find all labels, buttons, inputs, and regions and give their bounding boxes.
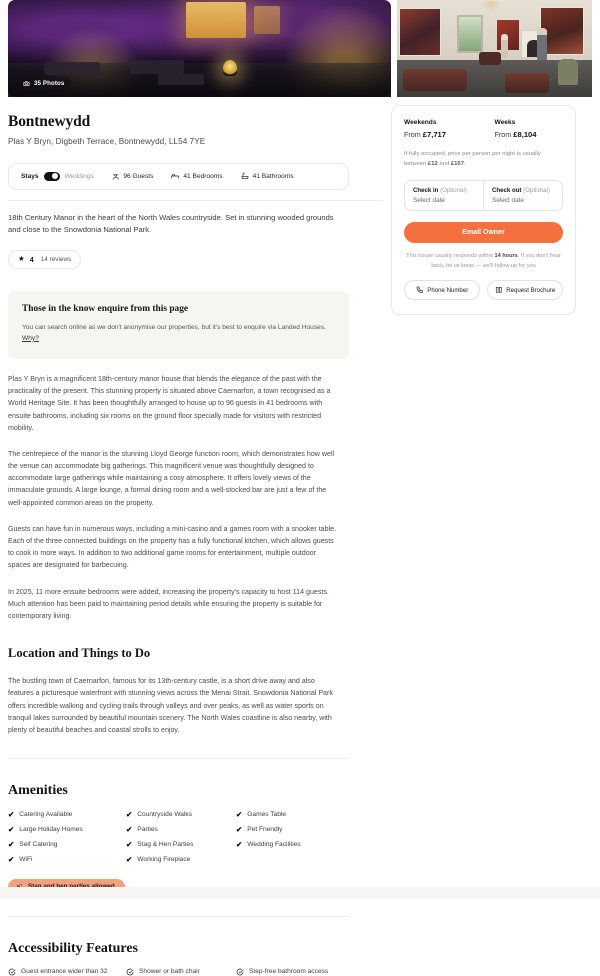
- toggle-switch-control[interactable]: [44, 172, 60, 181]
- checkin-field[interactable]: [405, 181, 483, 210]
- occupancy-conjunction: and: [437, 160, 451, 167]
- date-picker-row: [404, 180, 563, 211]
- weekends-prefix: From: [404, 130, 423, 139]
- notice-body-text: You can search online as we don't anonymise our properties, but it's best to enquire via Landed Houses.: [22, 323, 326, 331]
- accessibility-heading: Accessibility Features: [8, 940, 138, 956]
- garden-bench: [158, 74, 204, 85]
- price-summary: [404, 119, 563, 139]
- occupancy-high-price: £167: [450, 160, 464, 167]
- amenity-item: [126, 841, 236, 849]
- weekends-value: [404, 130, 473, 139]
- guests-icon: [112, 173, 120, 181]
- amenity-item: [236, 826, 346, 834]
- description-paragraph-1: Plas Y Bryn is a magnificent 18th-century manor house that blends the elegance of the past with the practicality of the present. This stunning property is situated above Caernarfon, a town recognised as a World Heritage Site. It has been thoughtfully arranged to house up to 96 guests in 41 bedrooms with ensuite bathrooms, including six rooms on the ground floor specially made for visitors with restricted mobility.: [8, 374, 331, 432]
- email-owner-button[interactable]: Email Owner: [404, 222, 563, 243]
- booking-sidebar: [391, 97, 584, 976]
- amenity-label: Catering Available: [19, 811, 73, 819]
- check-icon: ✔: [8, 840, 15, 850]
- rating-badge[interactable]: [8, 250, 81, 269]
- request-brochure-button[interactable]: [487, 280, 563, 300]
- stays-weddings-toggle[interactable]: [21, 172, 94, 181]
- armchair: [558, 59, 578, 85]
- leather-sofa: [505, 73, 549, 93]
- amenity-label: Large Holiday Homes: [19, 826, 83, 834]
- accessibility-label: Step-free bathroom access: [249, 968, 329, 976]
- respond-prefix: This house usually responds within: [406, 253, 495, 260]
- notice-body: [22, 322, 335, 344]
- photo-count-label: 35 Photos: [34, 80, 65, 87]
- fact-bedrooms: [171, 172, 222, 180]
- amenity-label: Parties: [137, 826, 158, 834]
- rating-review-count: 14 reviews: [40, 255, 72, 263]
- checkin-value: Select date: [413, 197, 445, 205]
- response-time-note: [404, 252, 563, 271]
- book-icon: [495, 286, 503, 294]
- photo-gallery: [0, 0, 600, 97]
- weeks-value: [495, 130, 564, 139]
- amenity-label: Self Catering: [19, 841, 58, 849]
- amenity-label: WiFi: [19, 856, 33, 864]
- check-icon: ✔: [126, 825, 133, 835]
- amenity-item: [8, 811, 126, 819]
- rating-value: 4: [29, 254, 34, 264]
- leather-sofa: [403, 69, 467, 91]
- amenity-item: [126, 811, 236, 819]
- weekends-label: Weekends: [404, 119, 437, 126]
- section-divider: [8, 916, 349, 917]
- fact-bedrooms-label: 41 Bedrooms: [183, 172, 223, 180]
- amenity-item: [126, 826, 236, 834]
- amenity-item: [8, 841, 126, 849]
- amenity-label: Wedding Facilities: [247, 841, 301, 849]
- occupancy-period: .: [463, 160, 466, 167]
- checkout-label: Check out: [492, 187, 522, 195]
- respond-duration: 14 hours: [494, 253, 518, 260]
- check-icon: ✔: [126, 840, 133, 850]
- phone-number-button[interactable]: [404, 280, 480, 300]
- occupancy-low-price: £12: [427, 160, 438, 167]
- phone-icon: [416, 286, 424, 294]
- amenities-grid: [8, 811, 349, 864]
- fact-bathrooms: [241, 172, 294, 180]
- check-icon: ✔: [126, 810, 133, 820]
- amenity-label: Stag & Hen Parties: [137, 841, 194, 849]
- accessibility-check-icon: [126, 968, 134, 976]
- amenity-item: [8, 856, 126, 864]
- star-icon: ★: [18, 254, 25, 264]
- accessibility-label: Shower or bath chair: [139, 968, 200, 976]
- garden-lamp: [223, 60, 237, 76]
- window-light-secondary: [254, 6, 280, 34]
- checkin-optional: (Optional): [438, 187, 467, 195]
- garden-bench: [44, 62, 100, 75]
- fact-guests: [112, 173, 154, 181]
- secondary-actions: [404, 280, 563, 300]
- checkout-value: Select date: [492, 197, 524, 205]
- hero-image-side[interactable]: [397, 0, 592, 97]
- bath-icon: [241, 172, 249, 180]
- amenity-label: Countryside Walks: [137, 811, 193, 819]
- window-light: [186, 2, 246, 38]
- weeks-price: £8,104: [513, 130, 537, 139]
- notice-why-link[interactable]: Why?: [22, 334, 39, 342]
- occupancy-note-text: If fully occupied, price per person per night is usually between: [404, 151, 541, 167]
- person-figure: [537, 28, 547, 60]
- checkout-optional: (Optional): [521, 187, 550, 195]
- page-title: Bontnewydd: [8, 113, 91, 130]
- garden-bench: [130, 60, 184, 74]
- check-icon: ✔: [236, 840, 243, 850]
- section-divider: [8, 758, 349, 759]
- main-content: [8, 97, 383, 976]
- amenity-item: [8, 826, 126, 834]
- amenity-label: Games Table: [247, 811, 287, 819]
- location-heading: Location and Things to Do: [8, 646, 151, 661]
- occupancy-note: [404, 150, 563, 169]
- property-address: Plas Y Bryn, Digbeth Terrace, Bontnewydd, LL54 7YE: [8, 137, 206, 146]
- checkin-label: Check in: [413, 187, 439, 195]
- background-band: [0, 887, 600, 899]
- enquiry-notice-box: [8, 291, 349, 359]
- hero-image-main[interactable]: [8, 0, 391, 97]
- location-body: The bustling town of Caernarfon, famous for its 13th-century castle, is a short drive away and also features a picturesque waterfront with stunning views across the Menai Strait. Snowdonia National Park offers incredible walking and cycling trails through valleys and over peaks, as well as water sports on tranquil lakes surrounded by beautiful mountain scenery. The North Wales coastline is also nearby, with plenty of beautiful beaches and coastal strolls to enjoy.: [8, 677, 333, 734]
- description-paragraph-2: The centrepiece of the manor is the stunning Lloyd George function room, which demonstrates how well the venue can accommodate big gatherings. This magnificent venue was thoughtfully designed to accommodate large gatherings while maintaining a cosy atmosphere. It offers lovely views of the immaculate grounds. A large lounge, a formal dining room and a well-stocked bar are just a few of the well-appointed common areas on the property.: [8, 449, 335, 507]
- photo-count-badge[interactable]: [18, 78, 71, 89]
- ottoman: [479, 52, 501, 65]
- check-icon: ✔: [8, 855, 15, 865]
- accessibility-label: Guest entrance wider than 32: [21, 968, 108, 976]
- check-icon: ✔: [236, 825, 243, 835]
- amenity-item: [126, 856, 236, 864]
- amenities-heading: Amenities: [8, 783, 68, 799]
- check-icon: ✔: [236, 810, 243, 820]
- amenity-item: [236, 841, 346, 849]
- booking-card: [391, 105, 576, 315]
- brochure-button-label: Request Brochure: [506, 286, 556, 294]
- weeks-prefix: From: [494, 130, 514, 139]
- accessibility-grid: [8, 968, 349, 976]
- checkout-caption: [492, 187, 554, 194]
- amenity-label: Working Fireplace: [137, 856, 191, 864]
- price-weekends: [404, 119, 473, 139]
- accessibility-item: [8, 968, 126, 976]
- chandelier: [481, 1, 501, 13]
- camera-icon: [23, 80, 30, 87]
- checkout-field[interactable]: [483, 181, 562, 210]
- phone-button-label: Phone Number: [427, 286, 469, 294]
- accessibility-check-icon: [8, 968, 16, 976]
- accessibility-item: [236, 968, 346, 976]
- weekends-price: £7,717: [422, 130, 446, 139]
- accessibility-item: [126, 968, 236, 976]
- fact-guests-label: 96 Guests: [123, 172, 154, 180]
- window: [457, 15, 483, 53]
- weeks-label: Weeks: [494, 119, 516, 126]
- bed-icon: [171, 172, 179, 180]
- notice-heading: Those in the know enquire from this page: [22, 303, 189, 314]
- description-paragraph-4: In 2025, 11 more ensuite bedrooms were added, increasing the property's capacity to host 114 guests. Much attention has been paid to maintaining period details while ensuring the property is suitable for contemporary living.: [8, 587, 329, 620]
- accessibility-check-icon: [236, 968, 244, 976]
- price-weeks: [495, 119, 564, 139]
- toggle-weddings-label: Weddings: [64, 172, 94, 180]
- description-paragraph-3: Guests can have fun in numerous ways, including a mini-casino and a games room with a snooker table. Each of the three connected buildings on the property has a fully functional kitchen, which allows guests to cook in more ways. In addition to two additional game rooms for entertainment, multiple outdoor spaces are designated for barbecuing.: [8, 524, 337, 570]
- amenity-label: Pet Friendly: [247, 826, 283, 834]
- check-icon: ✔: [8, 825, 15, 835]
- amenity-item: [236, 811, 346, 819]
- wall-art-left: [399, 8, 441, 56]
- checkin-caption: [413, 187, 475, 194]
- person-figure: [501, 34, 508, 58]
- check-icon: ✔: [126, 855, 133, 865]
- check-icon: ✔: [8, 810, 15, 820]
- toggle-stays-label: Stays: [21, 172, 39, 180]
- property-lead-description: 18th Century Manor in the heart of the North Wales countryside. Set in stunning wooded grounds and close to the Snowdonia National Park.: [8, 212, 334, 235]
- property-facts-bar: [8, 163, 349, 190]
- respond-suffix: . If you don't hear back, let us know — we'll follow up for you: [431, 253, 561, 269]
- fact-bathrooms-label: 41 Bathrooms: [252, 172, 294, 180]
